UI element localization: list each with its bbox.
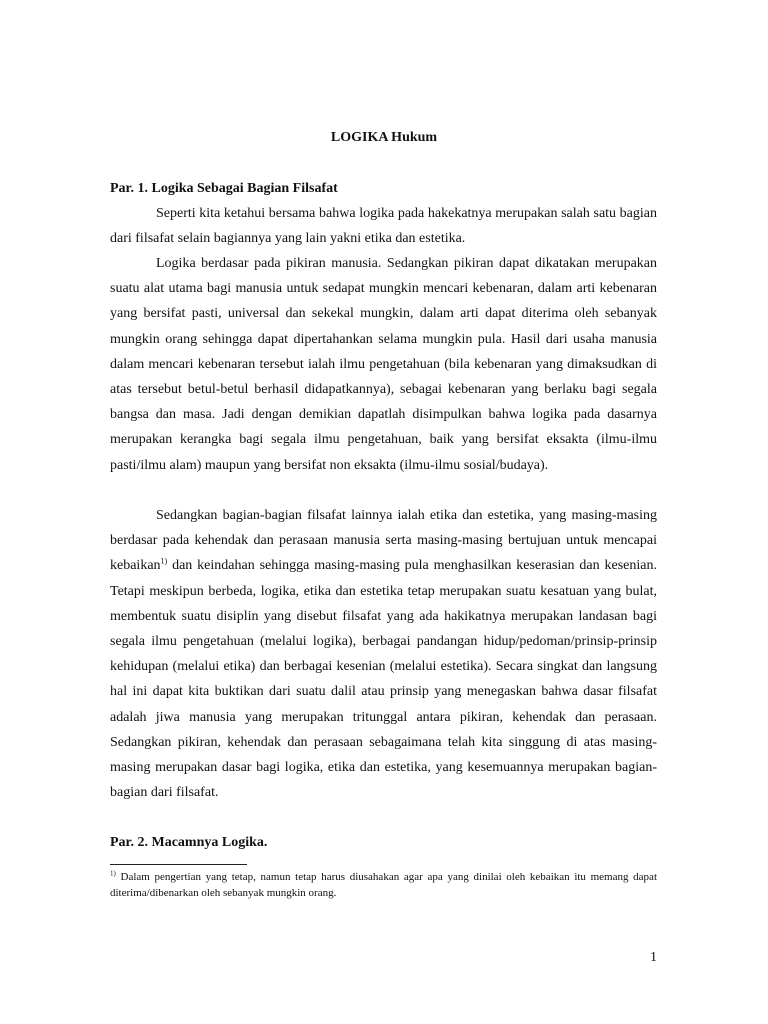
section-1-heading: Par. 1. Logika Sebagai Bagian Filsafat xyxy=(110,181,338,196)
footnote-text: Dalam pengertian yang tetap, namun tetap harus diusahakan agar apa yang dinilai oleh kebaikan itu memang dapat diterima/dibenarkan oleh sebanyak mungkin orang. xyxy=(110,871,657,899)
paragraph-3 xyxy=(110,503,657,805)
footnote-reference[interactable]: 1) xyxy=(160,556,168,566)
document-title: LOGIKA Hukum xyxy=(330,130,438,145)
paragraph-3-text-a: Sedangkan bagian-bagian filsafat lainnya ialah etika dan estetika, yang masing-masing berdasar pada kehendak dan perasaan manusia serta masing-masing bertujuan untuk mencapai kebaikan xyxy=(110,508,657,574)
footnote-divider xyxy=(110,864,247,865)
page-number: 1 xyxy=(650,950,657,965)
paragraph-3-text-b: dan keindahan sehingga masing-masing pula menghasilkan keserasian dan kesenian. Tetapi meskipun berbeda, logika, etika dan estetika tetap merupakan suatu kesatuan yang bulat, membentuk suatu disiplin yang disebut filsafat yang ada hakikatnya merupakan landasan bagi segala ilmu pengetahuan (melalui logika), berbagai pandangan hidup/pedoman/prinsip-prinsip kehidupan (melalui etika) dan berbagai kesenian (melalui estetika). Secara singkat dan langsung hal ini dapat kita buktikan dari suatu dalil atau prinsip yang menegaskan bahwa dasar filsafat adalah jiwa manusia yang merupakan tritunggal antara pikiran, kehendak dan perasaan. Sedangkan pikiran, kehendak dan perasaan sebagaimana telah kita singgung di atas masing-masing merupakan dasar bagi logika, etika dan estetika, yang kesemuannya merupakan bagian-bagian dari filsafat. xyxy=(110,558,657,801)
footnote xyxy=(110,869,657,901)
paragraph-1: Seperti kita ketahui bersama bahwa logika pada hakekatnya merupakan salah satu bagian dari filsafat selain bagiannya yang lain yakni etika dan estetika. xyxy=(110,206,657,247)
paragraph-2: Logika berdasar pada pikiran manusia. Sedangkan pikiran dapat dikatakan merupakan suatu alat utama bagi manusia untuk sedapat mungkin mencari kebenaran, dalam arti kebenaran yang bersifat pasti, universal dan sekekal mungkin, dalam arti dapat diterima oleh sebanyak mungkin orang sehingga dapat dipertahankan selama mungkin pula. Hasil dari usaha manusia dalam mencari kebenaran tersebut ialah ilmu pengetahuan (bila kebenaran yang dimaksudkan di atas tersebut betul-betul berhasil didapatkannya), sebagai kebenaran yang berlaku bagi segala bangsa dan masa. Jadi dengan demikian dapatlah disimpulkan bahwa logika pada dasarnya merupakan kerangka bagi segala ilmu pengetahuan, baik yang bersifat eksakta (ilmu-ilmu pasti/ilmu alam) maupun yang bersifat non eksakta (ilmu-ilmu sosial/budaya). xyxy=(110,256,657,473)
footnote-marker: 1) xyxy=(110,869,116,878)
section-2-heading: Par. 2. Macamnya Logika. xyxy=(110,835,268,850)
